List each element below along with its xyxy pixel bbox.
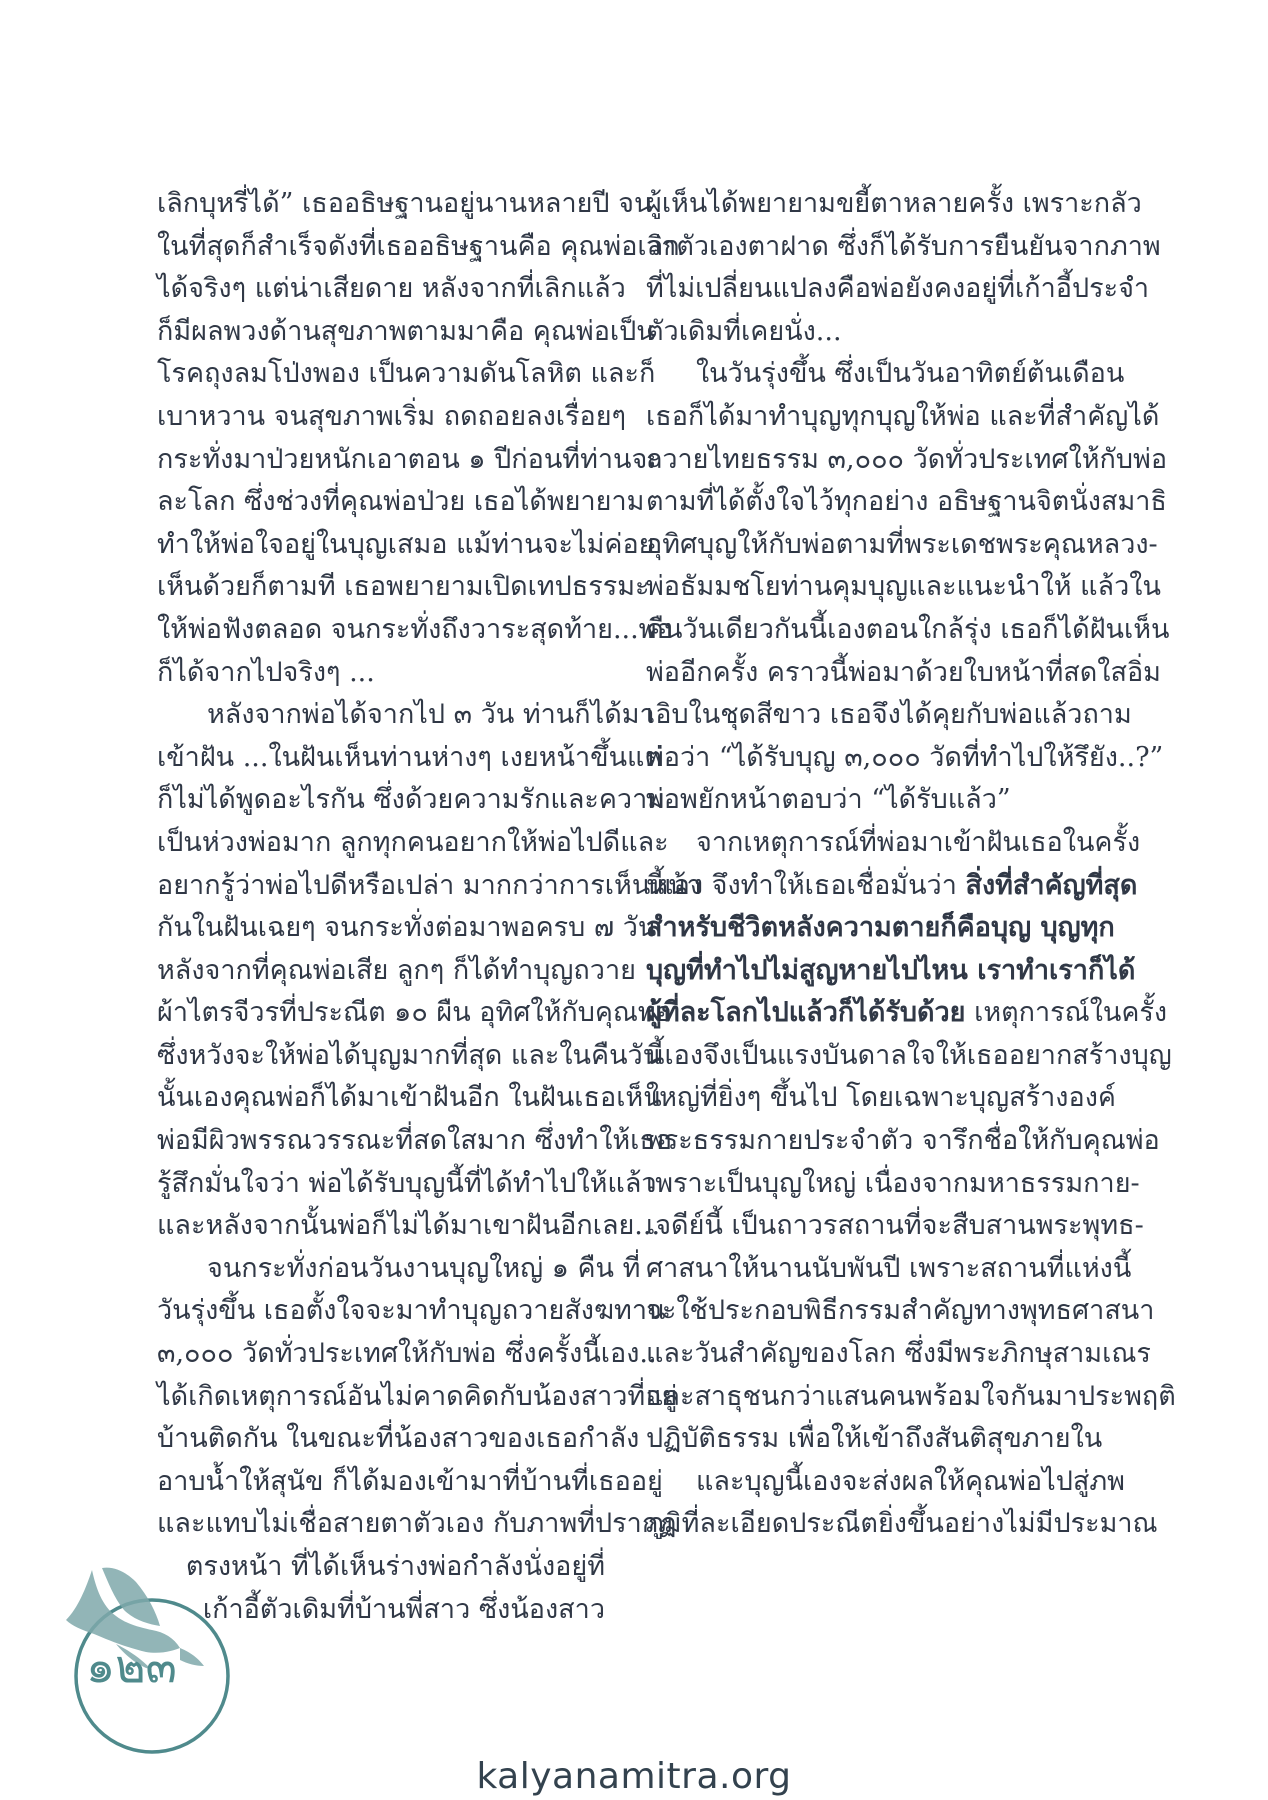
text-line: รู้สึกมั่นใจว่า พ่อได้รับบุญนี้ที่ได้ทำไปให้แล้ว [157,1167,657,1199]
left-text-column [157,183,702,1631]
text-line: พระธรรมกายประจำตัว จารึกชื่อให้กับคุณพ่อ [646,1125,1160,1157]
text-line: พ่อว่า “ได้รับบุญ ๓,๐๐๐ วัดที่ทำไปให้รึยัง..?” [646,741,1164,773]
text-line: จะใช้ประกอบพิธีกรรมสำคัญทางพุทธศาสนา [646,1295,1155,1327]
emphasis-text: ผู้ที่ละโลกไปแล้วก็ได้รับด้วย [646,997,966,1029]
text-line: ให้พ่อฟังตลอด จนกระทั่งถึงวาระสุดท้าย...พ่อ [157,613,673,645]
text-line: และสาธุชนกว่าแสนคนพร้อมใจกันมาประพฤติ [646,1380,1176,1412]
text-line: เจดีย์นี้ เป็นถาวรสถานที่จะสืบสานพระพุทธ- [646,1210,1144,1242]
text-line: พ่อพยักหน้าตอบว่า “ได้รับแล้ว” [646,784,1011,816]
text-line: เอิบในชุดสีขาว เธอจึงได้คุยกับพ่อแล้วถาม [646,699,1132,731]
emphasis-text: สำหรับชีวิตหลังความตายก็คือบุญ บุญทุก [646,912,1115,944]
text-line: พ่อธัมมชโยท่านคุมบุญและแนะนำให้ แล้วใน [646,571,1161,603]
text-line: บ้านติดกัน ในขณะที่น้องสาวของเธอกำลัง [157,1423,640,1455]
text-line: ก็ได้จากไปจริงๆ ... [157,656,375,688]
text-line: ปฏิบัติธรรม เพื่อให้เข้าถึงสันติสุขภายใน [646,1423,1103,1455]
text-line: อยากรู้ว่าพ่อไปดีหรือเปล่า มากกว่าการเห็นหน้า [157,869,702,901]
text-line: คืนวันเดียวกันนี้เองตอนใกล้รุ่ง เธอก็ได้ฝันเห็น [646,613,1170,645]
text-line: เห็นด้วยก็ตามที เธอพยายามเปิดเทปธรรมะ [157,571,650,603]
text-line: ตรงหน้า ที่ได้เห็นร่างพ่อกำลังนั่งอยู่ที่ [185,1551,605,1582]
text-run: นี้เอง จึงทำให้เธอเชื่อมั่นว่า [646,869,966,901]
text-line: ได้จริงๆ แต่น่าเสียดาย หลังจากที่เลิกแล้ว [157,273,626,305]
text-line: เข้าฝัน ...ในฝันเห็นท่านห่างๆ เงยหน้าขึ้นแต่ [157,741,662,773]
text-line: ในที่สุดก็สำเร็จดังที่เธออธิษฐานคือ คุณพ่อเลิก [157,230,680,262]
text-line: นั้นเองคุณพ่อก็ได้มาเข้าฝันอีก ในฝันเธอเห็น [157,1082,662,1114]
text-line [646,865,1138,908]
text-line: กระทั่งมาป่วยหนักเอาตอน ๑ ปีก่อนที่ท่านจะ [157,443,662,475]
text-line: ที่ไม่เปลี่ยนแปลงคือพ่อยังคงอยู่ที่เก้าอี้ประจำ [646,273,1150,305]
text-line: ละโลก ซึ่งช่วงที่คุณพ่อป่วย เธอได้พยายาม [157,486,645,518]
text-line: ทำให้พ่อใจอยู่ในบุญเสมอ แม้ท่านจะไม่ค่อย [157,528,655,560]
text-line: พ่ออีกครั้ง คราวนี้พ่อมาด้วยใบหน้าที่สดใสอิ่ม [646,656,1161,688]
text-line [646,992,1168,1035]
right-text-column [646,183,1176,1546]
text-line: และหลังจากนั้นพ่อก็ไม่ได้มาเขาฝันอีกเลย... [157,1210,661,1242]
text-line: ตัวเดิมที่เคยนั่ง... [646,315,842,347]
text-line: ใหญ่ที่ยิ่งๆ ขึ้นไป โดยเฉพาะบุญสร้างองค์ [646,1082,1116,1114]
text-line: เก้าอี้ตัวเดิมที่บ้านพี่สาว ซึ่งน้องสาว [202,1593,605,1625]
text-line: นี้เองจึงเป็นแรงบันดาลใจให้เธออยากสร้างบุญ [646,1039,1172,1071]
text-line: ในวันรุ่งขึ้น ซึ่งเป็นวันอาทิตย์ต้นเดือน [696,358,1125,390]
text-line: และบุญนี้เองจะส่งผลให้คุณพ่อไปสู่ภพ [696,1465,1125,1497]
text-line: อาบน้ำให้สุนัข ก็ได้มองเข้ามาที่บ้านที่เธออยู่ [157,1465,663,1497]
text-line: หลังจากที่คุณพ่อเสีย ลูกๆ ก็ได้ทำบุญถวาย [157,954,636,986]
text-line: เป็นห่วงพ่อมาก ลูกทุกคนอยากให้พ่อไปดีและ [157,826,669,858]
text-line: ซึ่งหวังจะให้พ่อได้บุญมากที่สุด และในคืนวัน [157,1039,662,1071]
text-line: ผ้าไตรจีวรที่ประณีต ๑๐ ผืน อุทิศให้กับคุณพ่อ [157,997,672,1029]
text-line: ว่าตัวเองตาฝาด ซึ่งก็ได้รับการยืนยันจากภาพ [646,230,1161,262]
text-line: ตามที่ได้ตั้งใจไว้ทุกอย่าง อธิษฐานจิตนั่งสมาธิ [646,486,1167,518]
emphasis-text: บุญที่ทำไปไม่สูญหายไปไหน เราทำเราก็ได้ [646,954,1136,986]
text-line [646,950,1136,993]
text-line: และวันสำคัญของโลก ซึ่งมีพระภิกษุสามเณร [646,1338,1151,1370]
text-line: จนกระทั่งก่อนวันงานบุญใหญ่ ๑ คืน ที่ [207,1252,641,1284]
text-line: วันรุ่งขึ้น เธอตั้งใจจะมาทำบุญถวายสังฆทาน [157,1295,666,1327]
text-line: หลังจากพ่อได้จากไป ๓ วัน ท่านก็ได้มา [207,699,655,731]
text-line: ถวายไทยธรรม ๓,๐๐๐ วัดทั่วประเทศให้กับพ่อ [646,443,1168,475]
text-line: โรคถุงลมโป่งพอง เป็นความดันโลหิต และก็ [157,358,656,390]
page-number: ๑๒๓ [86,1639,177,1693]
text-line: ๓,๐๐๐ วัดทั่วประเทศให้กับพ่อ ซึ่งครั้งนี้เอง.. [157,1338,657,1370]
text-line: ศาสนาให้นานนับพันปี เพราะสถานที่แห่งนี้ [646,1252,1132,1284]
text-line: อุทิศบุญให้กับพ่อตามที่พระเดชพระคุณหลวง- [646,528,1158,560]
text-line [646,907,1115,950]
text-line: ภูมิที่ละเอียดประณีตยิ่งขึ้นอย่างไม่มีประมาณ [646,1508,1158,1540]
text-line: ก็มีผลพวงด้านสุขภาพตามมาคือ คุณพ่อเป็น [157,315,655,347]
text-line: จากเหตุการณ์ที่พ่อมาเข้าฝันเธอในครั้ง [696,826,1141,858]
text-line: ก็ไม่ได้พูดอะไรกัน ซึ่งด้วยความรักและความ [157,784,666,816]
text-line: กันในฝันเฉยๆ จนกระทั่งต่อมาพอครบ ๗ วัน [157,912,657,944]
text-run: เหตุการณ์ในครั้ง [965,997,1168,1029]
text-line: และแทบไม่เชื่อสายตาตัวเอง กับภาพที่ปรากฏ [157,1508,677,1540]
text-line: ผู้เห็นได้พยายามขยี้ตาหลายครั้ง เพราะกลัว [646,188,1142,219]
text-line: ได้เกิดเหตุการณ์อันไม่คาดคิดกับน้องสาวที่อยู่ [157,1380,678,1412]
footer-watermark: kalyanamitra.org [476,1756,792,1797]
text-line: เบาหวาน จนสุขภาพเริ่ม ถดถอยลงเรื่อยๆ [157,400,627,432]
text-line: พ่อมีผิวพรรณวรรณะที่สดใสมาก ซึ่งทำให้เธอ [157,1125,673,1157]
text-line: เพราะเป็นบุญใหญ่ เนื่องจากมหาธรรมกาย- [646,1167,1140,1199]
text-line: เลิกบุหรี่ได้” เธออธิษฐานอยู่นานหลายปี จน [157,188,653,219]
text-line: เธอก็ได้มาทำบุญทุกบุญให้พ่อ และที่สำคัญได้ [646,400,1160,432]
emphasis-text: สิ่งที่สำคัญที่สุด [965,869,1138,901]
